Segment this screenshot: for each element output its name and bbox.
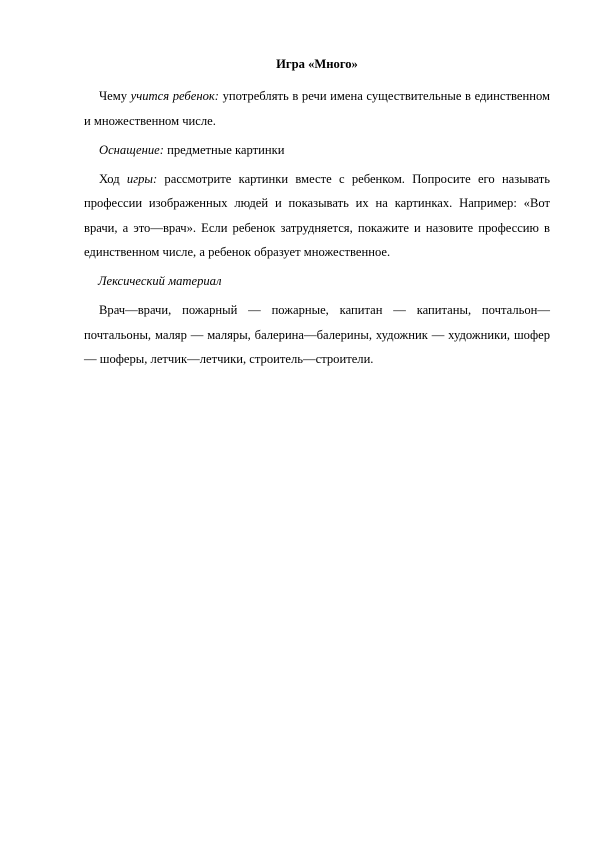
paragraph-procedure-lead: Ход <box>99 171 127 186</box>
lexical-heading: Лексический материал <box>98 274 222 288</box>
paragraph-lexical-list <box>84 298 550 372</box>
paragraph-procedure-emphasis: игры: <box>126 171 158 186</box>
document-title: Игра «Много» <box>276 57 358 71</box>
paragraph-goal-lead: Чему <box>99 89 131 103</box>
paragraph-equipment <box>84 138 550 163</box>
lexical-list-text: Врач—врачи, пожарный — пожарные, капитан — капитаны, почтальон—почтальоны, маляр — маляры, балерина—балерины, художник — художники, шофер — шоферы, летчик—летчики, строитель—строители. <box>84 303 550 366</box>
paragraph-equipment-text: предметные картинки <box>163 142 285 157</box>
paragraph-procedure-text: рассмотрите картинки вместе с ребенком. Попросите его называть профессии изображенных людей и показывать их на картинках. Например: «Вот врачи, а это—врач». Если ребенок затрудняется, покажите и назовите профессию в единственном числе, а ребенок образует множественное. <box>84 171 551 259</box>
document-page <box>84 57 550 376</box>
paragraph-goal-emphasis: учится ребенок: <box>130 89 219 103</box>
paragraph-lexical-heading <box>84 269 550 294</box>
paragraph-equipment-emphasis: Оснащение: <box>99 142 164 157</box>
paragraph-procedure <box>84 167 550 265</box>
paragraph-goal <box>84 84 550 133</box>
paragraph-goal-text: употреблять в речи имена существительные в единственном и множественном числе. <box>84 89 550 128</box>
